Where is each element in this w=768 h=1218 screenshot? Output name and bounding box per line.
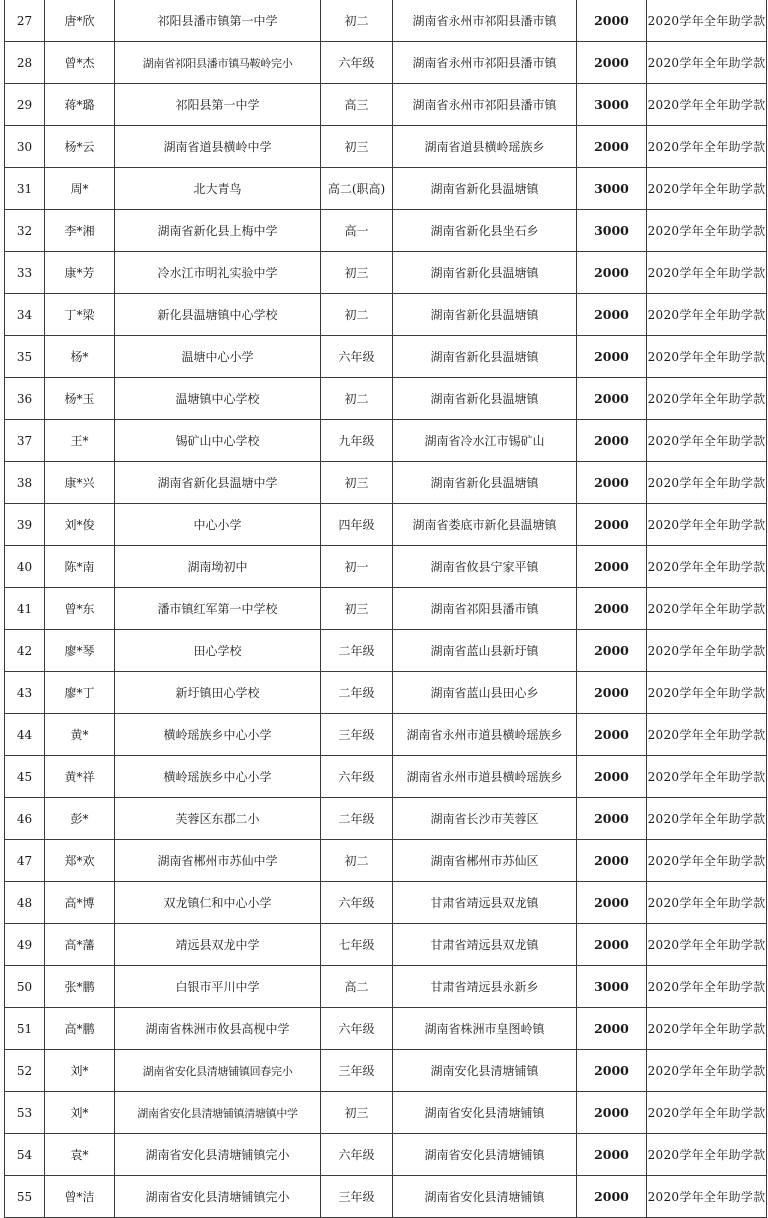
student-name-cell: 王*: [45, 420, 115, 462]
table-row: [5, 966, 767, 1008]
amount-cell: 2000: [577, 672, 647, 714]
grade-cell: 初三: [321, 462, 393, 504]
address-cell: 湖南省蓝山县田心乡: [393, 672, 577, 714]
school-cell: 祁阳县潘市镇第一中学: [115, 0, 321, 42]
table-row: [5, 126, 767, 168]
grade-cell: 初三: [321, 126, 393, 168]
row-number-cell: 49: [5, 924, 45, 966]
grade-cell: 三年级: [321, 1176, 393, 1218]
amount-cell: 2000: [577, 1134, 647, 1176]
school-cell: 田心学校: [115, 630, 321, 672]
school-cell: 靖远县双龙中学: [115, 924, 321, 966]
address-cell: 湖南省安化县清塘铺镇: [393, 1092, 577, 1134]
row-number-cell: 39: [5, 504, 45, 546]
address-cell: 湖南省永州市道县横岭瑶族乡: [393, 714, 577, 756]
grade-cell: 三年级: [321, 714, 393, 756]
funding-type-cell: 2020学年全年助学款: [647, 756, 767, 798]
row-number-cell: 43: [5, 672, 45, 714]
row-number-cell: 32: [5, 210, 45, 252]
table-row: [5, 924, 767, 966]
grade-cell: 二年级: [321, 672, 393, 714]
table-row: [5, 1176, 767, 1218]
student-name-cell: 高*鹏: [45, 1008, 115, 1050]
address-cell: 湖南省永州市祁阳县潘市镇: [393, 42, 577, 84]
student-name-cell: 陈*南: [45, 546, 115, 588]
amount-cell: 2000: [577, 840, 647, 882]
address-cell: 湖南省新化县温塘镇: [393, 294, 577, 336]
amount-cell: 3000: [577, 84, 647, 126]
amount-cell: 2000: [577, 882, 647, 924]
school-cell: 湖南省新化县上梅中学: [115, 210, 321, 252]
student-name-cell: 蒋*璐: [45, 84, 115, 126]
grade-cell: 六年级: [321, 756, 393, 798]
row-number-cell: 53: [5, 1092, 45, 1134]
donation-table: [4, 0, 767, 1218]
address-cell: 湖南省永州市祁阳县潘市镇: [393, 0, 577, 42]
amount-cell: 3000: [577, 210, 647, 252]
student-name-cell: 丁*梁: [45, 294, 115, 336]
funding-type-cell: 2020学年全年助学款: [647, 1134, 767, 1176]
address-cell: 湖南省攸县宁家平镇: [393, 546, 577, 588]
table-row: [5, 294, 767, 336]
row-number-cell: 54: [5, 1134, 45, 1176]
school-cell: 冷水江市明礼实验中学: [115, 252, 321, 294]
grade-cell: 六年级: [321, 882, 393, 924]
grade-cell: 六年级: [321, 1008, 393, 1050]
grade-cell: 初三: [321, 252, 393, 294]
funding-type-cell: 2020学年全年助学款: [647, 798, 767, 840]
funding-type-cell: 2020学年全年助学款: [647, 210, 767, 252]
funding-type-cell: 2020学年全年助学款: [647, 924, 767, 966]
student-name-cell: 李*湘: [45, 210, 115, 252]
address-cell: 湖南安化县清塘铺镇: [393, 1050, 577, 1092]
grade-cell: 初二: [321, 378, 393, 420]
school-cell: 湖南省安化县清塘铺镇回春完小: [115, 1050, 321, 1092]
school-cell: 湖南省安化县清塘铺镇完小: [115, 1134, 321, 1176]
table-row: [5, 546, 767, 588]
row-number-cell: 28: [5, 42, 45, 84]
amount-cell: 2000: [577, 630, 647, 672]
amount-cell: 2000: [577, 924, 647, 966]
table-row: [5, 1092, 767, 1134]
grade-cell: 高三: [321, 84, 393, 126]
amount-cell: 2000: [577, 126, 647, 168]
funding-type-cell: 2020学年全年助学款: [647, 840, 767, 882]
school-cell: 双龙镇仁和中心小学: [115, 882, 321, 924]
student-name-cell: 杨*玉: [45, 378, 115, 420]
school-cell: 潘市镇红军第一中学校: [115, 588, 321, 630]
address-cell: 湖南省道县横岭瑶族乡: [393, 126, 577, 168]
row-number-cell: 50: [5, 966, 45, 1008]
funding-type-cell: 2020学年全年助学款: [647, 462, 767, 504]
amount-cell: 2000: [577, 0, 647, 42]
address-cell: 湖南省新化县温塘镇: [393, 336, 577, 378]
student-name-cell: 郑*欢: [45, 840, 115, 882]
address-cell: 甘肃省靖远县双龙镇: [393, 924, 577, 966]
table-row: [5, 504, 767, 546]
grade-cell: 高二: [321, 966, 393, 1008]
student-name-cell: 廖*琴: [45, 630, 115, 672]
table-row: [5, 168, 767, 210]
row-number-cell: 35: [5, 336, 45, 378]
grade-cell: 初二: [321, 294, 393, 336]
student-name-cell: 周*: [45, 168, 115, 210]
funding-type-cell: 2020学年全年助学款: [647, 504, 767, 546]
school-cell: 新化县温塘镇中心学校: [115, 294, 321, 336]
address-cell: 湖南省新化县温塘镇: [393, 252, 577, 294]
address-cell: 湖南省祁阳县潘市镇: [393, 588, 577, 630]
table-row: [5, 1008, 767, 1050]
funding-type-cell: 2020学年全年助学款: [647, 1008, 767, 1050]
row-number-cell: 41: [5, 588, 45, 630]
school-cell: 新圩镇田心学校: [115, 672, 321, 714]
table-row: [5, 252, 767, 294]
table-row: [5, 798, 767, 840]
school-cell: 锡矿山中心学校: [115, 420, 321, 462]
school-cell: 湖南省新化县温塘中学: [115, 462, 321, 504]
amount-cell: 3000: [577, 168, 647, 210]
school-cell: 温塘中心小学: [115, 336, 321, 378]
school-cell: 祁阳县第一中学: [115, 84, 321, 126]
student-name-cell: 康*芳: [45, 252, 115, 294]
row-number-cell: 47: [5, 840, 45, 882]
table-row: [5, 630, 767, 672]
amount-cell: 2000: [577, 1050, 647, 1092]
funding-type-cell: 2020学年全年助学款: [647, 168, 767, 210]
student-name-cell: 唐*欣: [45, 0, 115, 42]
row-number-cell: 37: [5, 420, 45, 462]
table-row: [5, 42, 767, 84]
address-cell: 甘肃省靖远县永新乡: [393, 966, 577, 1008]
amount-cell: 2000: [577, 756, 647, 798]
amount-cell: 3000: [577, 966, 647, 1008]
grade-cell: 高二(职高): [321, 168, 393, 210]
student-name-cell: 曾*东: [45, 588, 115, 630]
student-name-cell: 杨*: [45, 336, 115, 378]
table-row: [5, 588, 767, 630]
row-number-cell: 40: [5, 546, 45, 588]
funding-type-cell: 2020学年全年助学款: [647, 546, 767, 588]
table-row: [5, 462, 767, 504]
grade-cell: 二年级: [321, 630, 393, 672]
funding-type-cell: 2020学年全年助学款: [647, 252, 767, 294]
grade-cell: 高一: [321, 210, 393, 252]
row-number-cell: 51: [5, 1008, 45, 1050]
address-cell: 湖南省株洲市皇图岭镇: [393, 1008, 577, 1050]
school-cell: 湖南省道县横岭中学: [115, 126, 321, 168]
address-cell: 湖南省长沙市芙蓉区: [393, 798, 577, 840]
row-number-cell: 44: [5, 714, 45, 756]
student-name-cell: 曾*杰: [45, 42, 115, 84]
student-name-cell: 彭*: [45, 798, 115, 840]
grade-cell: 六年级: [321, 1134, 393, 1176]
address-cell: 湖南省安化县清塘铺镇: [393, 1134, 577, 1176]
funding-type-cell: 2020学年全年助学款: [647, 126, 767, 168]
table-row: [5, 336, 767, 378]
row-number-cell: 46: [5, 798, 45, 840]
row-number-cell: 29: [5, 84, 45, 126]
address-cell: 湖南省新化县坐石乡: [393, 210, 577, 252]
address-cell: 湖南省安化县清塘铺镇: [393, 1176, 577, 1218]
table-row: [5, 714, 767, 756]
address-cell: 湖南省娄底市新化县温塘镇: [393, 504, 577, 546]
row-number-cell: 30: [5, 126, 45, 168]
row-number-cell: 31: [5, 168, 45, 210]
table-row: [5, 1050, 767, 1092]
table-row: [5, 672, 767, 714]
funding-type-cell: 2020学年全年助学款: [647, 42, 767, 84]
table-row: [5, 882, 767, 924]
funding-type-cell: 2020学年全年助学款: [647, 1092, 767, 1134]
funding-type-cell: 2020学年全年助学款: [647, 84, 767, 126]
amount-cell: 2000: [577, 798, 647, 840]
address-cell: 湖南省郴州市苏仙区: [393, 840, 577, 882]
funding-type-cell: 2020学年全年助学款: [647, 588, 767, 630]
amount-cell: 2000: [577, 336, 647, 378]
school-cell: 温塘镇中心学校: [115, 378, 321, 420]
amount-cell: 2000: [577, 462, 647, 504]
funding-type-cell: 2020学年全年助学款: [647, 966, 767, 1008]
table-body: [5, 0, 767, 1218]
grade-cell: 三年级: [321, 1050, 393, 1092]
student-name-cell: 刘*俊: [45, 504, 115, 546]
grade-cell: 六年级: [321, 42, 393, 84]
table-row: [5, 378, 767, 420]
school-cell: 北大青鸟: [115, 168, 321, 210]
school-cell: 横岭瑶族乡中心小学: [115, 714, 321, 756]
grade-cell: 初二: [321, 0, 393, 42]
amount-cell: 2000: [577, 252, 647, 294]
student-name-cell: 刘*: [45, 1092, 115, 1134]
grade-cell: 七年级: [321, 924, 393, 966]
student-name-cell: 康*兴: [45, 462, 115, 504]
row-number-cell: 42: [5, 630, 45, 672]
table-row: [5, 0, 767, 42]
school-cell: 中心小学: [115, 504, 321, 546]
row-number-cell: 48: [5, 882, 45, 924]
row-number-cell: 36: [5, 378, 45, 420]
row-number-cell: 34: [5, 294, 45, 336]
grade-cell: 二年级: [321, 798, 393, 840]
student-name-cell: 黄*: [45, 714, 115, 756]
funding-type-cell: 2020学年全年助学款: [647, 672, 767, 714]
row-number-cell: 45: [5, 756, 45, 798]
school-cell: 湖南省祁阳县潘市镇马鞍岭完小: [115, 42, 321, 84]
amount-cell: 2000: [577, 1008, 647, 1050]
school-cell: 湖南省安化县清塘铺镇清塘镇中学: [115, 1092, 321, 1134]
funding-type-cell: 2020学年全年助学款: [647, 336, 767, 378]
grade-cell: 初二: [321, 840, 393, 882]
amount-cell: 2000: [577, 546, 647, 588]
grade-cell: 初三: [321, 588, 393, 630]
school-cell: 湖南省安化县清塘铺镇完小: [115, 1176, 321, 1218]
amount-cell: 2000: [577, 42, 647, 84]
student-name-cell: 廖*丁: [45, 672, 115, 714]
student-name-cell: 张*鹏: [45, 966, 115, 1008]
address-cell: 甘肃省靖远县双龙镇: [393, 882, 577, 924]
student-name-cell: 高*博: [45, 882, 115, 924]
row-number-cell: 27: [5, 0, 45, 42]
amount-cell: 2000: [577, 588, 647, 630]
table-row: [5, 756, 767, 798]
address-cell: 湖南省新化县温塘镇: [393, 168, 577, 210]
student-name-cell: 黄*祥: [45, 756, 115, 798]
funding-type-cell: 2020学年全年助学款: [647, 714, 767, 756]
table-row: [5, 210, 767, 252]
amount-cell: 2000: [577, 1176, 647, 1218]
grade-cell: 六年级: [321, 336, 393, 378]
address-cell: 湖南省新化县温塘镇: [393, 378, 577, 420]
address-cell: 湖南省永州市祁阳县潘市镇: [393, 84, 577, 126]
amount-cell: 2000: [577, 504, 647, 546]
funding-type-cell: 2020学年全年助学款: [647, 882, 767, 924]
student-name-cell: 袁*: [45, 1134, 115, 1176]
row-number-cell: 33: [5, 252, 45, 294]
student-name-cell: 曾*洁: [45, 1176, 115, 1218]
grade-cell: 四年级: [321, 504, 393, 546]
student-name-cell: 高*藩: [45, 924, 115, 966]
table-row: [5, 1134, 767, 1176]
table-row: [5, 840, 767, 882]
funding-type-cell: 2020学年全年助学款: [647, 630, 767, 672]
table-row: [5, 420, 767, 462]
grade-cell: 初一: [321, 546, 393, 588]
student-name-cell: 刘*: [45, 1050, 115, 1092]
row-number-cell: 38: [5, 462, 45, 504]
amount-cell: 2000: [577, 1092, 647, 1134]
row-number-cell: 55: [5, 1176, 45, 1218]
school-cell: 芙蓉区东郡二小: [115, 798, 321, 840]
school-cell: 湖南省株洲市攸县高枧中学: [115, 1008, 321, 1050]
amount-cell: 2000: [577, 378, 647, 420]
funding-type-cell: 2020学年全年助学款: [647, 378, 767, 420]
amount-cell: 2000: [577, 420, 647, 462]
funding-type-cell: 2020学年全年助学款: [647, 0, 767, 42]
row-number-cell: 52: [5, 1050, 45, 1092]
school-cell: 横岭瑶族乡中心小学: [115, 756, 321, 798]
funding-type-cell: 2020学年全年助学款: [647, 294, 767, 336]
grade-cell: 九年级: [321, 420, 393, 462]
address-cell: 湖南省蓝山县新圩镇: [393, 630, 577, 672]
student-name-cell: 杨*云: [45, 126, 115, 168]
table-row: [5, 84, 767, 126]
funding-type-cell: 2020学年全年助学款: [647, 1050, 767, 1092]
address-cell: 湖南省新化县温塘镇: [393, 462, 577, 504]
school-cell: 白银市平川中学: [115, 966, 321, 1008]
funding-type-cell: 2020学年全年助学款: [647, 420, 767, 462]
funding-type-cell: 2020学年全年助学款: [647, 1176, 767, 1218]
amount-cell: 2000: [577, 714, 647, 756]
grade-cell: 初三: [321, 1092, 393, 1134]
amount-cell: 2000: [577, 294, 647, 336]
school-cell: 湖南省郴州市苏仙中学: [115, 840, 321, 882]
address-cell: 湖南省永州市道县横岭瑶族乡: [393, 756, 577, 798]
address-cell: 湖南省冷水江市锡矿山: [393, 420, 577, 462]
school-cell: 湖南坳初中: [115, 546, 321, 588]
